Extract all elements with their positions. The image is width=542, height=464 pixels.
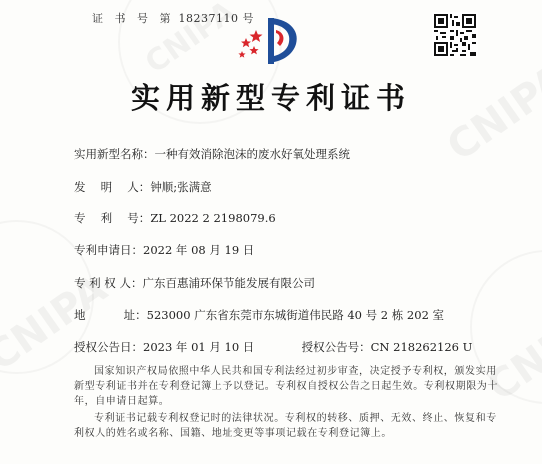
field-label: 发 明 人：: [74, 180, 151, 194]
field-grant-date: [74, 339, 472, 355]
certificate-number-value: 18237110 号: [178, 12, 254, 25]
field-label: 授权公告号：: [301, 340, 371, 354]
certificate-number-label: 证 书 号 第: [92, 12, 175, 25]
field-filing-date: [74, 242, 254, 258]
field-label: 授权公告日：: [74, 340, 143, 354]
field-label: 实用新型名称：: [74, 147, 155, 161]
logo-red-arc: [276, 30, 283, 46]
field-label: 专 利 权 人：: [74, 276, 143, 290]
field-value: 钟顺;张满意: [150, 180, 212, 194]
field-patent-number: [74, 210, 276, 226]
field-utility-model-name: [74, 146, 350, 162]
notice-paragraph-1: 国家知识产权局依照中华人民共和国专利法经过初步审查，决定授予专利权，颁发实用新型专利证书并在专利登记簿上予以登记。专利权自授权公告之日起生效。专利权期限为十年，自申请日起算。: [74, 366, 498, 407]
cnipa-logo-icon: [230, 8, 314, 68]
certificate-title: 实用新型专利证书: [130, 81, 411, 115]
field-label: 专利申请日：: [74, 243, 143, 257]
notice-paragraph-2: 专利证书记载专利权登记时的法律状况。专利权的转移、质押、无效、终止、恢复和专利权人的姓名或名称、国籍、地址变更等事项记载在专利登记簿上。: [74, 413, 497, 439]
field-label: 专 利 号：: [74, 211, 151, 225]
field-value: 一种有效消除泡沫的废水好氧处理系统: [154, 147, 350, 161]
field-value: CN 218262126 U: [370, 340, 473, 354]
field-value: ZL 2022 2 2198079.6: [150, 211, 276, 225]
field-value: 广东百惠浦环保节能发展有限公司: [142, 276, 315, 290]
qr-code-icon: [432, 12, 478, 58]
field-label: 地 址：: [74, 308, 147, 322]
field-patentee: [74, 275, 315, 291]
field-address: [74, 307, 444, 323]
logo-stem: [268, 18, 274, 64]
field-value: 2023 年 01 月 10 日: [143, 340, 255, 354]
logo-stars: [238, 30, 262, 58]
field-inventor: [74, 179, 212, 195]
field-value: 523000 广东省东莞市东城街道伟民路 40 号 2 栋 202 室: [146, 308, 445, 322]
field-value: 2022 年 08 月 19 日: [143, 243, 255, 257]
